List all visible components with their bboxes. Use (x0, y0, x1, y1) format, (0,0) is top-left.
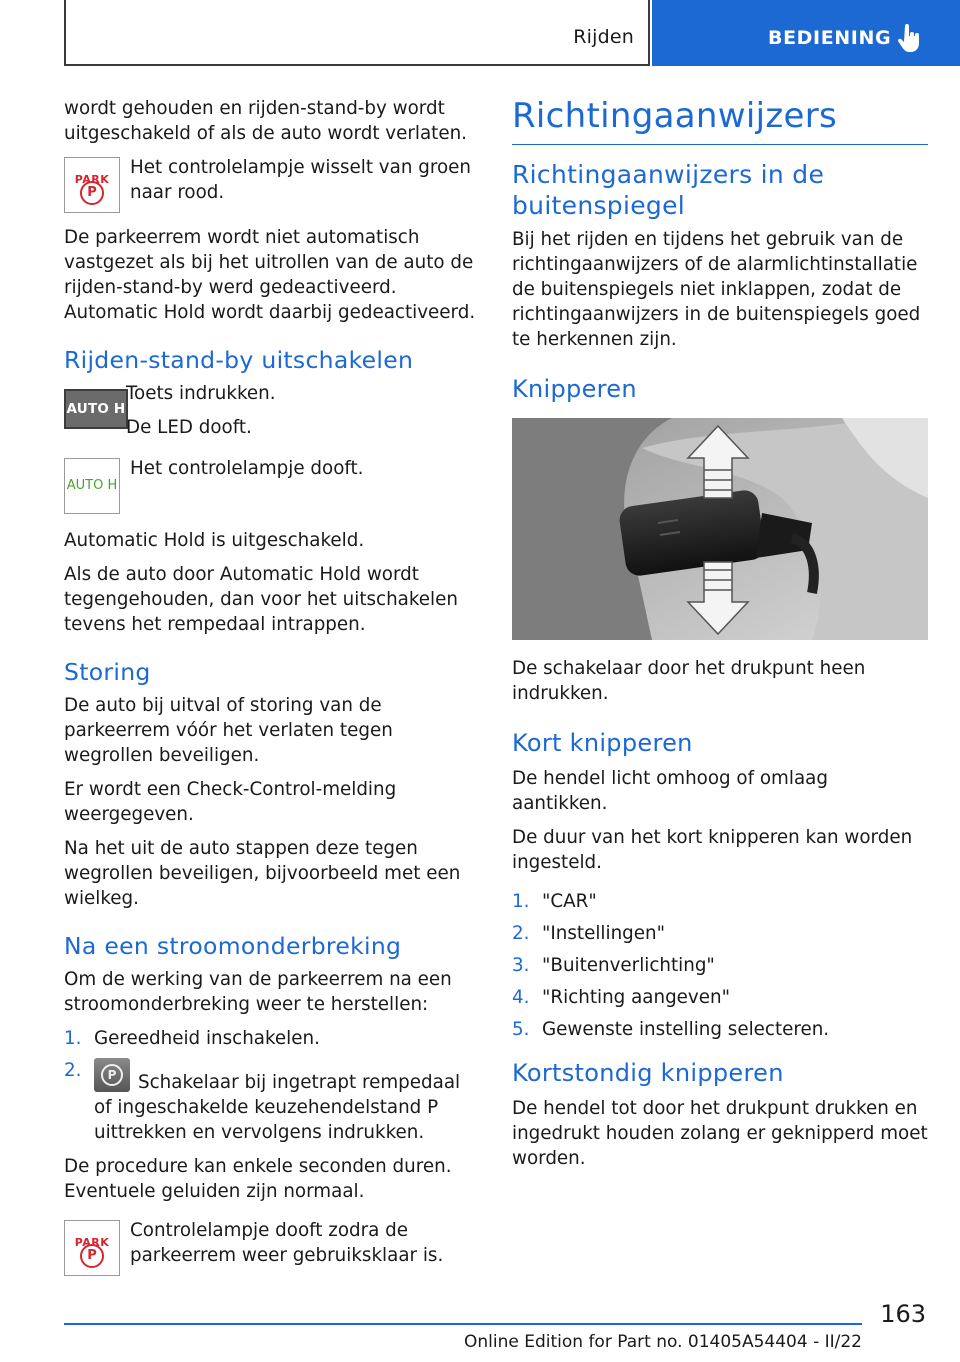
press-text: Toets indrukken. (126, 383, 276, 404)
paragraph: Er wordt een Check-Control-melding weergegeven. (64, 779, 397, 825)
list-number: 1. (64, 1028, 82, 1049)
paragraph: De duur van het kort knipperen kan worden ingesteld. (512, 827, 913, 873)
list-text: Schakelaar bij ingetrapt rempedaal of ingeschakelde keuzehendelstand P uittrekken en vervolgens indrukken. (94, 1072, 461, 1143)
paragraph: De procedure kan enkele seconden duren. Eventuele geluiden zijn normaal. (64, 1156, 452, 1202)
steps-list (64, 1026, 476, 1145)
heading-storing: Storing (64, 658, 151, 686)
list-text: Gewenste instelling selecteren. (542, 1019, 830, 1040)
section-title: Rijden (573, 26, 634, 48)
list-number: 5. (512, 1019, 530, 1040)
heading-kort-knipperen: Kort knipperen (512, 729, 693, 757)
list-number: 2. (512, 923, 530, 944)
paragraph: De schakelaar door het drukpunt heen indrukken. (512, 658, 866, 704)
chapter-tab[interactable] (652, 0, 960, 66)
list-item (512, 921, 928, 946)
lamp-note-text: Het controlelampje wisselt van groen naar rood. (130, 157, 471, 203)
list-text: "Richting aangeven" (542, 987, 730, 1008)
list-item (512, 985, 928, 1010)
park-brake-icon-text: PARK (74, 1236, 110, 1249)
park-brake-icon-symbol: P (80, 181, 104, 205)
paragraph: wordt gehouden en rijden-stand-by wordt uitgeschakeld of als de auto wordt verlaten. (64, 98, 467, 144)
park-switch-icon (94, 1058, 130, 1092)
list-text: "Buitenverlichting" (542, 955, 715, 976)
button-note-text (126, 381, 476, 440)
hand-pointer-icon (896, 24, 922, 54)
paragraph: Om de werking van de parkeerrem na een stroomonderbreking weer te herstellen: (64, 969, 452, 1015)
list-number: 4. (512, 987, 530, 1008)
lamp-final-text: Controlelampje dooft zodra de parkeerrem weer gebruiksklaar is. (130, 1220, 444, 1266)
right-column (512, 96, 928, 1180)
list-text: "CAR" (542, 891, 597, 912)
heading-turn-signals: Richtingaanwijzers (512, 96, 928, 145)
list-number: 3. (512, 955, 530, 976)
list-item (512, 1017, 928, 1042)
header-box (64, 0, 650, 66)
auto-hold-button-icon: AUTO H (64, 389, 128, 429)
list-item (64, 1026, 476, 1051)
paragraph: Bij het rijden en tijdens het gebruik van de richtingaanwijzers of de alarmlichtinstallatie de buitenspiegels niet inklappen, zodat de richtingaanwijzers in de buitenspiegels goed te herkennen zijn. (512, 229, 921, 350)
list-item (64, 1058, 476, 1145)
park-brake-icon (64, 1220, 120, 1276)
paragraph: De hendel licht omhoog of omlaag aantikken. (512, 768, 828, 814)
turn-signal-lever-photo (512, 418, 928, 640)
paragraph: De auto bij uitval of storing van de parkeerrem vóór het verlaten tegen wegrollen beveiligen. (64, 695, 393, 766)
list-text-wrap (94, 1058, 476, 1145)
left-column (64, 96, 476, 1288)
park-brake-icon (64, 157, 120, 213)
auto-hold-lamp-icon: AUTO H (64, 458, 120, 514)
list-number: 2. (64, 1060, 82, 1081)
heading-knipperen: Knipperen (512, 375, 637, 403)
list-item (512, 889, 928, 914)
lamp-final-note (64, 1218, 476, 1276)
led-off-text: De LED dooft. (126, 417, 252, 438)
chapter-tab-label: BEDIENING (768, 27, 892, 49)
list-item (512, 953, 928, 978)
heading-mirror-indicators: Richtingaanwijzers in de buitenspiegel (512, 160, 825, 220)
page-number: 163 (880, 1300, 926, 1328)
list-number: 1. (512, 891, 530, 912)
footer-edition: Online Edition for Part no. 01405A54404 - II/22 (463, 1332, 862, 1352)
lamp-note (64, 155, 476, 213)
paragraph: Automatic Hold is uitgeschakeld. (64, 530, 365, 551)
list-text: "Instellingen" (542, 923, 665, 944)
paragraph: De parkeerrem wordt niet automatisch vastgezet als bij het uitrollen van de auto de rijden-stand-by werd gedeactiveerd. Automatic Hold wordt daarbij gedeactiveerd. (64, 227, 476, 323)
heading-standby-off: Rijden-stand-by uitschakelen (64, 346, 414, 374)
park-switch-symbol: P (101, 1064, 123, 1086)
park-brake-icon-text: PARK (74, 173, 110, 186)
heading-kortstondig-knipperen: Kortstondig knipperen (512, 1059, 784, 1087)
heading-power-interruption: Na een stroomonderbreking (64, 932, 402, 960)
paragraph: Na het uit de auto stappen deze tegen wegrollen beveiligen, bijvoorbeeld met een wielkeg. (64, 838, 461, 909)
button-note (64, 381, 476, 440)
paragraph: Als de auto door Automatic Hold wordt tegengehouden, dan voor het uitschakelen tevens het rempedaal intrappen. (64, 564, 458, 635)
lamp-off-note (64, 456, 476, 514)
settings-path-list (512, 889, 928, 1042)
park-brake-icon-symbol: P (80, 1244, 104, 1268)
list-text: Gereedheid inschakelen. (94, 1028, 320, 1049)
footer-divider (64, 1323, 862, 1325)
paragraph: De hendel tot door het drukpunt drukken en ingedrukt houden zolang er geknipperd moet worden. (512, 1098, 928, 1169)
lamp-off-text: Het controlelampje dooft. (130, 458, 364, 479)
